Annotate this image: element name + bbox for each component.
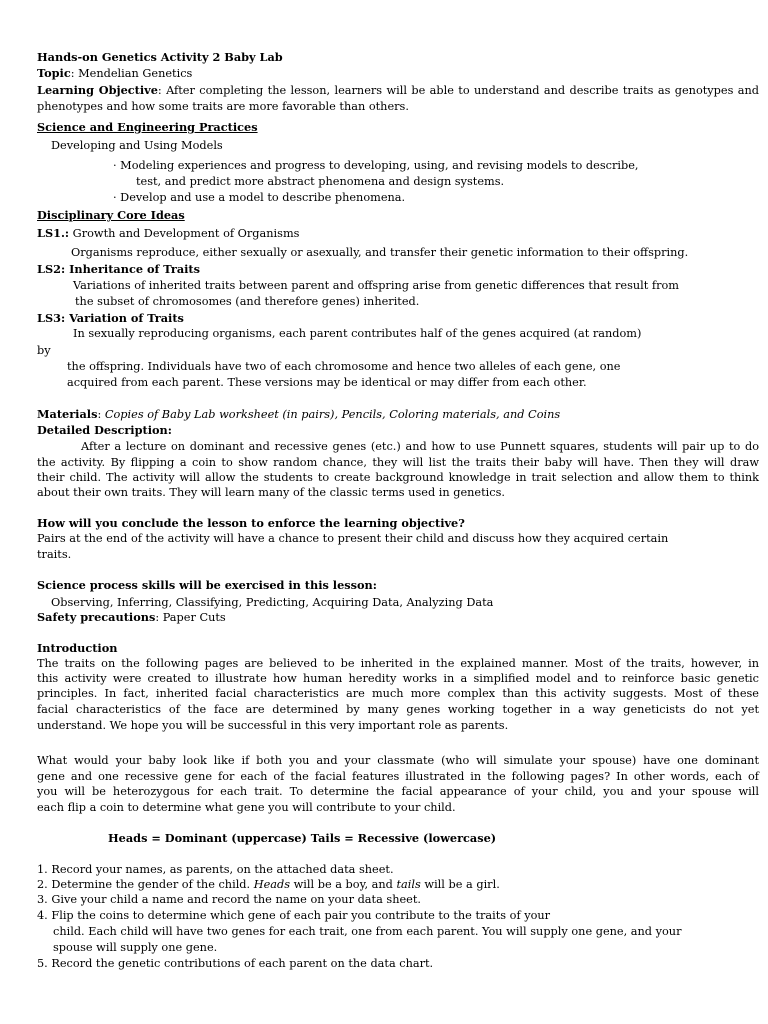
- intro-p1-line-3: principles. In fact, inherited facial characteristics are much more complex than this activity suggests. Most of these: [37, 687, 759, 700]
- coin-rule: Heads = Dominant (uppercase) Tails = Recessive (lowercase): [108, 831, 497, 845]
- ls2-text-line-1: Variations of inherited traits between parent and offspring arise from genetic differences that result from: [73, 279, 679, 292]
- intro-p2-line-2: gene and one recessive gene for each of the facial features illustrated in the following pages? In other words, each of: [37, 770, 759, 783]
- conclusion-line-1: Pairs at the end of the activity will have a chance to present their child and discuss how they acquired certain: [37, 532, 669, 545]
- learning-objective-text: : After completing the lesson, learners will be able to understand and describe traits as genotypes and: [157, 84, 760, 97]
- sep-subheading: Developing and Using Models: [51, 139, 223, 152]
- safety-line: [37, 610, 226, 625]
- intro-p2-line-4: each flip a coin to determine what gene you will contribute to your child.: [37, 801, 456, 814]
- materials-value: Copies of Baby Lab worksheet (in pairs), Pencils, Coloring materials, and Coins: [104, 408, 561, 421]
- step-2: [37, 877, 500, 892]
- step-4-line-1: 4. Flip the coins to determine which gene of each pair you contribute to the traits of your: [37, 909, 551, 922]
- materials-colon: :: [97, 408, 105, 421]
- ls2-heading: LS2: Inheritance of Traits: [37, 262, 201, 276]
- ls3-text-line-2: by: [37, 344, 51, 357]
- sep-bullet-1-line-1: · Modeling experiences and progress to developing, using, and revising models to describe,: [113, 159, 639, 172]
- detailed-description-line-4: about their own traits. They will learn many of the classic terms used in genetics.: [37, 486, 505, 499]
- process-skills-list: Observing, Inferring, Classifying, Predicting, Acquiring Data, Analyzing Data: [51, 596, 494, 609]
- introduction-heading: Introduction: [37, 641, 118, 655]
- ls1-label: LS1.:: [37, 226, 70, 240]
- dci-heading: Disciplinary Core Ideas: [37, 208, 185, 222]
- materials-label: Materials: [37, 407, 98, 421]
- sep-bullet-1-line-2: test, and predict more abstract phenomena and design systems.: [136, 175, 505, 188]
- step-1: 1. Record your names, as parents, on the attached data sheet.: [37, 863, 394, 876]
- safety-label: Safety precautions: [37, 610, 156, 624]
- materials-line: [37, 407, 560, 422]
- conclusion-heading: How will you conclude the lesson to enforce the learning objective?: [37, 516, 465, 530]
- detailed-description-line-2: the activity. By flipping a coin to show random chance, they will list the traits their baby will have. Then they will draw: [37, 456, 759, 469]
- conclusion-line-2: traits.: [37, 548, 72, 561]
- step-2-mid: will be a boy, and: [290, 878, 397, 891]
- intro-p1-line-5: understand. We hope you will be successful in this very important role as parents.: [37, 719, 509, 732]
- ls3-text-line-1: In sexually reproducing organisms, each parent contributes half of the genes acquired (at random): [73, 327, 642, 340]
- sep-bullet-2: · Develop and use a model to describe phenomena.: [113, 191, 406, 204]
- step-4-line-2: child. Each child will have two genes for each trait, one from each parent. You will supply one gene, and your: [53, 925, 682, 938]
- step-2-post: will be a girl.: [420, 878, 500, 891]
- detailed-description-heading: Detailed Description:: [37, 423, 172, 437]
- step-2-heads: Heads: [253, 878, 291, 891]
- learning-objective-line-1: [37, 83, 759, 98]
- ls3-text-line-3: the offspring. Individuals have two of each chromosome and hence two alleles of each gene, one: [67, 360, 621, 373]
- intro-p2-line-3: you will be heterozygous for each trait. To determine the facial appearance of your child, you and your spouse will: [37, 785, 759, 798]
- topic-line: [37, 66, 192, 81]
- detailed-description-line-1: After a lecture on dominant and recessive genes (etc.) and how to use Punnett squares, students will pair up to do: [81, 440, 759, 453]
- ls1-title: Growth and Development of Organisms: [69, 227, 300, 240]
- intro-p1-line-1: The traits on the following pages are believed to be inherited in the explained manner. Most of the traits, however, in: [37, 657, 759, 670]
- topic-label: Topic: [37, 66, 71, 80]
- process-skills-heading: Science process skills will be exercised in this lesson:: [37, 578, 377, 592]
- sep-heading: Science and Engineering Practices: [37, 120, 258, 134]
- ls2-text-line-2: the subset of chromosomes (and therefore genes) inherited.: [75, 295, 420, 308]
- ls1-heading: [37, 226, 299, 241]
- step-3: 3. Give your child a name and record the name on your data sheet.: [37, 893, 421, 906]
- detailed-description-line-3: their child. The activity will allow the students to create background knowledge in trait selection and allow them to think: [37, 471, 759, 484]
- safety-value: : Paper Cuts: [155, 611, 226, 624]
- ls3-text-line-4: acquired from each parent. These versions may be identical or may differ from each other.: [67, 376, 587, 389]
- ls1-text: Organisms reproduce, either sexually or asexually, and transfer their genetic information to their offspring.: [71, 246, 689, 259]
- learning-objective-line-2: phenotypes and how some traits are more favorable than others.: [37, 100, 409, 113]
- document-title: Hands-on Genetics Activity 2 Baby Lab: [37, 50, 283, 64]
- step-5: 5. Record the genetic contributions of each parent on the data chart.: [37, 957, 434, 970]
- intro-p1-line-2: this activity were created to illustrate how human heredity works in a simplified model and to reinforce basic genetic: [37, 672, 759, 685]
- intro-p1-line-4: facial characteristics of the face are determined by many genes working together in a way geneticists do not yet: [37, 703, 759, 716]
- step-4-line-3: spouse will supply one gene.: [53, 941, 218, 954]
- ls3-heading: LS3: Variation of Traits: [37, 311, 184, 325]
- step-2-tails: tails: [396, 878, 421, 891]
- step-2-pre: 2. Determine the gender of the child.: [37, 878, 254, 891]
- learning-objective-label: Learning Objective: [37, 83, 158, 97]
- topic-value: : Mendelian Genetics: [70, 67, 193, 80]
- intro-p2-line-1: What would your baby look like if both you and your classmate (who will simulate your spouse) have one dominant: [37, 754, 759, 767]
